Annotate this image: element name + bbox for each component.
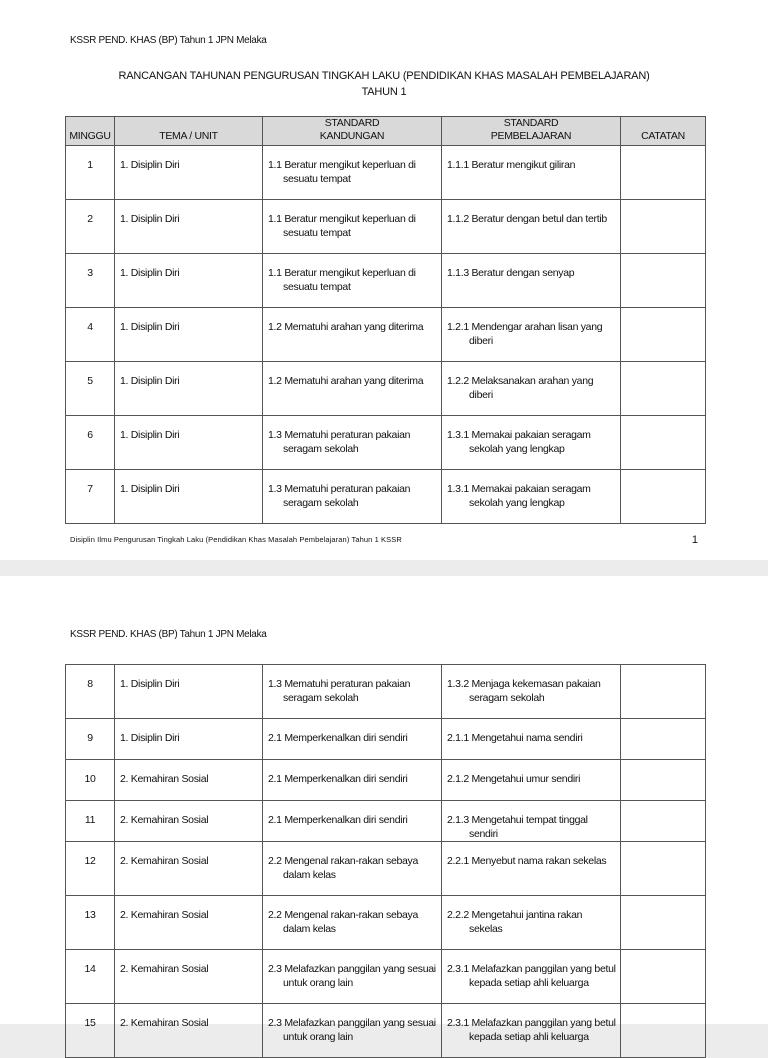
cell-standard-kandungan: 2.2 Mengenal rakan-rakan sebaya dalam kelas [263,842,442,896]
cell-minggu: 5 [66,362,115,416]
cell-standard-kandungan: 2.1 Memperkenalkan diri sendiri [263,719,442,760]
table-header-row [66,117,706,146]
cell-catatan [621,416,706,470]
cell-standard-pembelajaran: 1.3.1 Memakai pakaian seragam sekolah yang lengkap [442,416,621,470]
cell-catatan [621,200,706,254]
cell-standard-kandungan: 2.2 Mengenal rakan-rakan sebaya dalam kelas [263,896,442,950]
cell-standard-kandungan: 2.3 Melafazkan panggilan yang sesuai untuk orang lain [263,1004,442,1058]
cell-standard-kandungan: 1.2 Mematuhi arahan yang diterima [263,308,442,362]
document-title [0,68,768,100]
cell-standard-kandungan: 1.3 Mematuhi peraturan pakaian seragam sekolah [263,470,442,524]
cell-standard-pembelajaran: 2.3.1 Melafazkan panggilan yang betul kepada setiap ahli keluarga [442,1004,621,1058]
cell-minggu: 13 [66,896,115,950]
cell-standard-pembelajaran: 1.2.1 Mendengar arahan lisan yang diberi [442,308,621,362]
document-page-2 [0,576,768,1043]
cell-minggu: 15 [66,1004,115,1058]
cell-standard-pembelajaran: 2.2.2 Mengetahui jantina rakan sekelas [442,896,621,950]
cell-standard-kandungan: 1.1 Beratur mengikut keperluan di sesuatu tempat [263,200,442,254]
table-row [66,665,706,719]
table-row [66,254,706,308]
cell-tema: 1. Disiplin Diri [115,254,263,308]
table-row [66,146,706,200]
cell-tema: 2. Kemahiran Sosial [115,760,263,801]
cell-tema: 1. Disiplin Diri [115,665,263,719]
cell-minggu: 14 [66,950,115,1004]
page-header: KSSR PEND. KHAS (BP) Tahun 1 JPN Melaka [70,35,267,46]
cell-catatan [621,842,706,896]
cell-catatan [621,950,706,1004]
page-footer: Disiplin Ilmu Pengurusan Tingkah Laku (Pendidikan Khas Masalah Pembelajaran) Tahun 1 KSSR [70,535,402,544]
cell-tema: 1. Disiplin Diri [115,362,263,416]
cell-standard-pembelajaran: 2.1.1 Mengetahui nama sendiri [442,719,621,760]
cell-minggu: 4 [66,308,115,362]
cell-catatan [621,760,706,801]
cell-minggu: 11 [66,801,115,842]
col-header-minggu: MINGGU [66,117,115,146]
title-line-1: RANCANGAN TAHUNAN PENGURUSAN TINGKAH LAKU (PENDIDIKAN KHAS MASALAH PEMBELAJARAN) [118,70,650,82]
cell-standard-kandungan: 2.3 Melafazkan panggilan yang sesuai untuk orang lain [263,950,442,1004]
plan-table-page-1 [65,116,706,524]
col-header-standard-kandungan: STANDARD KANDUNGAN [263,117,442,146]
page-number: 1 [691,534,698,546]
table-row [66,950,706,1004]
cell-standard-pembelajaran: 1.3.2 Menjaga kekemasan pakaian seragam sekolah [442,665,621,719]
title-line-2: TAHUN 1 [361,86,407,98]
table-row [66,308,706,362]
col-header-catatan: CATATAN [621,117,706,146]
cell-minggu: 6 [66,416,115,470]
table-row [66,801,706,842]
cell-standard-kandungan: 1.3 Mematuhi peraturan pakaian seragam sekolah [263,416,442,470]
cell-minggu: 12 [66,842,115,896]
cell-standard-pembelajaran: 1.1.3 Beratur dengan senyap [442,254,621,308]
table-row [66,842,706,896]
cell-minggu: 1 [66,146,115,200]
table-row [66,719,706,760]
cell-tema: 1. Disiplin Diri [115,146,263,200]
cell-standard-pembelajaran: 2.1.3 Mengetahui tempat tinggal sendiri [442,801,621,842]
cell-catatan [621,801,706,842]
cell-minggu: 10 [66,760,115,801]
cell-catatan [621,254,706,308]
table-row [66,1004,706,1058]
table-row [66,362,706,416]
cell-standard-pembelajaran: 1.2.2 Melaksanakan arahan yang diberi [442,362,621,416]
cell-catatan [621,470,706,524]
cell-standard-kandungan: 1.2 Mematuhi arahan yang diterima [263,362,442,416]
cell-standard-kandungan: 1.1 Beratur mengikut keperluan di sesuatu tempat [263,254,442,308]
cell-tema: 2. Kemahiran Sosial [115,896,263,950]
cell-minggu: 2 [66,200,115,254]
cell-standard-pembelajaran: 2.2.1 Menyebut nama rakan sekelas [442,842,621,896]
cell-tema: 2. Kemahiran Sosial [115,842,263,896]
cell-catatan [621,1004,706,1058]
cell-minggu: 9 [66,719,115,760]
table-row [66,896,706,950]
cell-tema: 2. Kemahiran Sosial [115,801,263,842]
cell-catatan [621,719,706,760]
cell-catatan [621,665,706,719]
cell-standard-pembelajaran: 1.1.1 Beratur mengikut giliran [442,146,621,200]
cell-standard-pembelajaran: 1.1.2 Beratur dengan betul dan tertib [442,200,621,254]
table-row [66,416,706,470]
table-row [66,760,706,801]
cell-tema: 1. Disiplin Diri [115,719,263,760]
cell-tema: 2. Kemahiran Sosial [115,1004,263,1058]
cell-minggu: 7 [66,470,115,524]
table-row [66,470,706,524]
cell-standard-kandungan: 2.1 Memperkenalkan diri sendiri [263,760,442,801]
cell-catatan [621,896,706,950]
cell-minggu: 8 [66,665,115,719]
cell-tema: 1. Disiplin Diri [115,308,263,362]
plan-table-page-2 [65,664,706,1058]
cell-tema: 1. Disiplin Diri [115,416,263,470]
cell-standard-pembelajaran: 2.1.2 Mengetahui umur sendiri [442,760,621,801]
cell-standard-pembelajaran: 1.3.1 Memakai pakaian seragam sekolah yang lengkap [442,470,621,524]
cell-standard-kandungan: 1.1 Beratur mengikut keperluan di sesuatu tempat [263,146,442,200]
cell-standard-pembelajaran: 2.3.1 Melafazkan panggilan yang betul kepada setiap ahli keluarga [442,950,621,1004]
cell-tema: 2. Kemahiran Sosial [115,950,263,1004]
cell-minggu: 3 [66,254,115,308]
col-header-tema: TEMA / UNIT [115,117,263,146]
cell-catatan [621,308,706,362]
cell-tema: 1. Disiplin Diri [115,470,263,524]
cell-catatan [621,146,706,200]
cell-standard-kandungan: 1.3 Mematuhi peraturan pakaian seragam sekolah [263,665,442,719]
cell-tema: 1. Disiplin Diri [115,200,263,254]
cell-catatan [621,362,706,416]
page-header: KSSR PEND. KHAS (BP) Tahun 1 JPN Melaka [70,629,267,640]
table-row [66,200,706,254]
col-header-standard-pembelajaran: STANDARD PEMBELAJARAN [442,117,621,146]
cell-standard-kandungan: 2.1 Memperkenalkan diri sendiri [263,801,442,842]
